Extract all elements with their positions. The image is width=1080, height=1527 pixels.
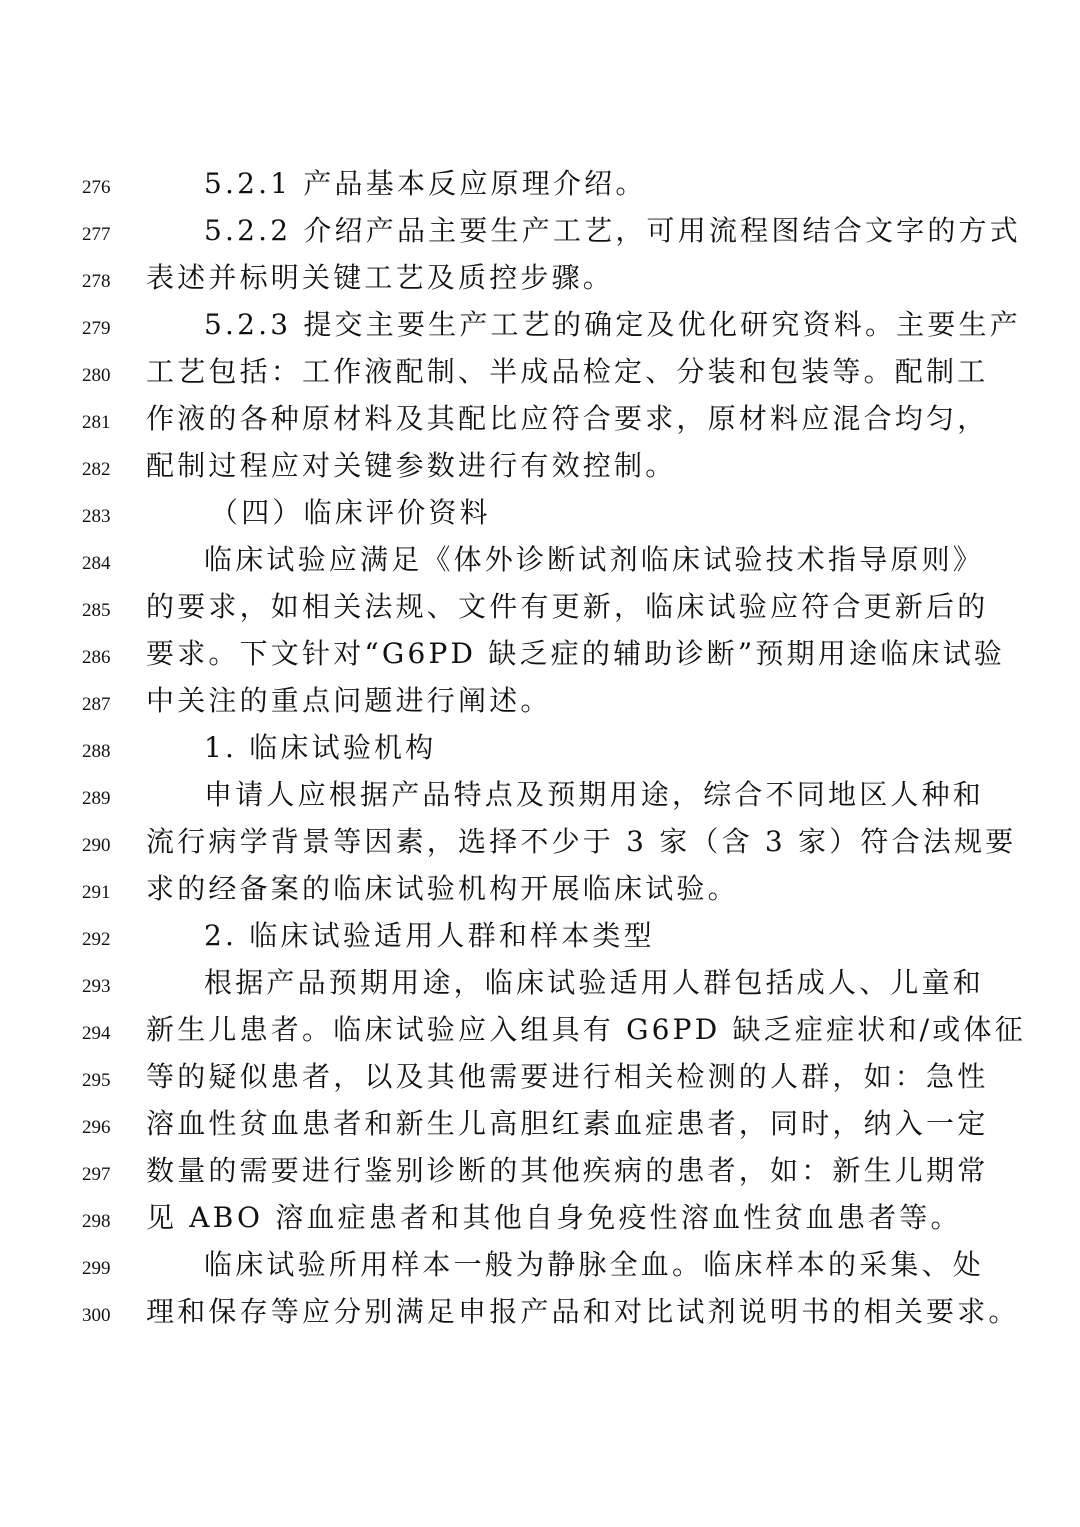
line-number: 282 bbox=[82, 459, 111, 480]
line-number: 290 bbox=[82, 835, 111, 856]
line-text: 工艺包括：工作液配制、半成品检定、分装和包装等。配制工 bbox=[146, 355, 989, 388]
document-line bbox=[0, 869, 1080, 916]
document-line bbox=[0, 634, 1080, 681]
document-line bbox=[0, 728, 1080, 775]
line-text: 5.2.1 产品基本反应原理介绍。 bbox=[204, 167, 647, 200]
document-line bbox=[0, 1057, 1080, 1104]
line-text: 的要求，如相关法规、文件有更新，临床试验应符合更新后的 bbox=[146, 590, 989, 623]
line-text: 作液的各种原材料及其配比应符合要求，原材料应混合均匀， bbox=[146, 402, 989, 435]
document-line bbox=[0, 1198, 1080, 1245]
line-number: 286 bbox=[82, 647, 111, 668]
line-number: 295 bbox=[82, 1070, 111, 1091]
document-line bbox=[0, 1292, 1080, 1339]
line-text: 求的经备案的临床试验机构开展临床试验。 bbox=[146, 872, 739, 905]
line-text: 临床试验所用样本一般为静脉全血。临床样本的采集、处 bbox=[204, 1248, 985, 1281]
document-line bbox=[0, 1104, 1080, 1151]
line-number: 293 bbox=[82, 976, 111, 997]
line-number: 292 bbox=[82, 929, 111, 950]
document-line bbox=[0, 681, 1080, 728]
document-line bbox=[0, 916, 1080, 963]
line-number: 300 bbox=[82, 1305, 111, 1326]
line-number: 276 bbox=[82, 177, 111, 198]
line-text: 见 ABO 溶血症患者和其他自身免疫性溶血性贫血患者等。 bbox=[146, 1201, 962, 1234]
line-text: 新生儿患者。临床试验应入组具有 G6PD 缺乏症症状和/或体征 bbox=[146, 1013, 1026, 1046]
document-line bbox=[0, 305, 1080, 352]
line-number: 296 bbox=[82, 1117, 111, 1138]
line-text: 根据产品预期用途，临床试验适用人群包括成人、儿童和 bbox=[204, 966, 985, 999]
line-number: 285 bbox=[82, 600, 111, 621]
subsection-heading: 2. 临床试验适用人群和样本类型 bbox=[204, 919, 655, 952]
section-heading: （四）临床评价资料 bbox=[210, 496, 491, 529]
document-line bbox=[0, 587, 1080, 634]
line-text: 理和保存等应分别满足申报产品和对比试剂说明书的相关要求。 bbox=[146, 1295, 1020, 1328]
line-number: 289 bbox=[82, 788, 111, 809]
line-number: 298 bbox=[82, 1211, 111, 1232]
document-line bbox=[0, 963, 1080, 1010]
line-number: 294 bbox=[82, 1023, 111, 1044]
document-line bbox=[0, 775, 1080, 822]
line-text: 表述并标明关键工艺及质控步骤。 bbox=[146, 261, 615, 294]
line-number: 299 bbox=[82, 1258, 111, 1279]
document-line bbox=[0, 258, 1080, 305]
document-line bbox=[0, 1010, 1080, 1057]
document-line bbox=[0, 164, 1080, 211]
line-text: 申请人应根据产品特点及预期用途，综合不同地区人种和 bbox=[204, 778, 985, 811]
line-number: 291 bbox=[82, 882, 111, 903]
document-line bbox=[0, 493, 1080, 540]
document-line bbox=[0, 211, 1080, 258]
line-text: 要求。下文针对“G6PD 缺乏症的辅助诊断”预期用途临床试验 bbox=[146, 637, 1006, 670]
line-text: 配制过程应对关键参数进行有效控制。 bbox=[146, 449, 677, 482]
document-line bbox=[0, 1245, 1080, 1292]
document-line bbox=[0, 352, 1080, 399]
line-text: 5.2.2 介绍产品主要生产工艺，可用流程图结合文字的方式 bbox=[204, 214, 1021, 247]
document-line bbox=[0, 1151, 1080, 1198]
line-text: 溶血性贫血患者和新生儿高胆红素血症患者，同时，纳入一定 bbox=[146, 1107, 989, 1140]
line-number: 283 bbox=[82, 506, 111, 527]
line-number: 281 bbox=[82, 412, 111, 433]
line-number: 297 bbox=[82, 1164, 111, 1185]
line-number: 284 bbox=[82, 553, 111, 574]
line-number: 278 bbox=[82, 271, 111, 292]
document-line bbox=[0, 399, 1080, 446]
line-number: 280 bbox=[82, 365, 111, 386]
document-line bbox=[0, 540, 1080, 587]
line-text: 流行病学背景等因素，选择不少于 3 家（含 3 家）符合法规要 bbox=[146, 825, 1017, 858]
line-text: 临床试验应满足《体外诊断试剂临床试验技术指导原则》 bbox=[204, 543, 985, 576]
line-number: 277 bbox=[82, 224, 111, 245]
line-text: 中关注的重点问题进行阐述。 bbox=[146, 684, 552, 717]
line-text: 等的疑似患者，以及其他需要进行相关检测的人群，如：急性 bbox=[146, 1060, 989, 1093]
line-number: 287 bbox=[82, 694, 111, 715]
subsection-heading: 1. 临床试验机构 bbox=[204, 731, 437, 764]
line-number: 288 bbox=[82, 741, 111, 762]
line-number: 279 bbox=[82, 318, 111, 339]
document-line bbox=[0, 446, 1080, 493]
document-line bbox=[0, 822, 1080, 869]
line-text: 数量的需要进行鉴别诊断的其他疾病的患者，如：新生儿期常 bbox=[146, 1154, 989, 1187]
line-text: 5.2.3 提交主要生产工艺的确定及优化研究资料。主要生产 bbox=[204, 308, 1021, 341]
